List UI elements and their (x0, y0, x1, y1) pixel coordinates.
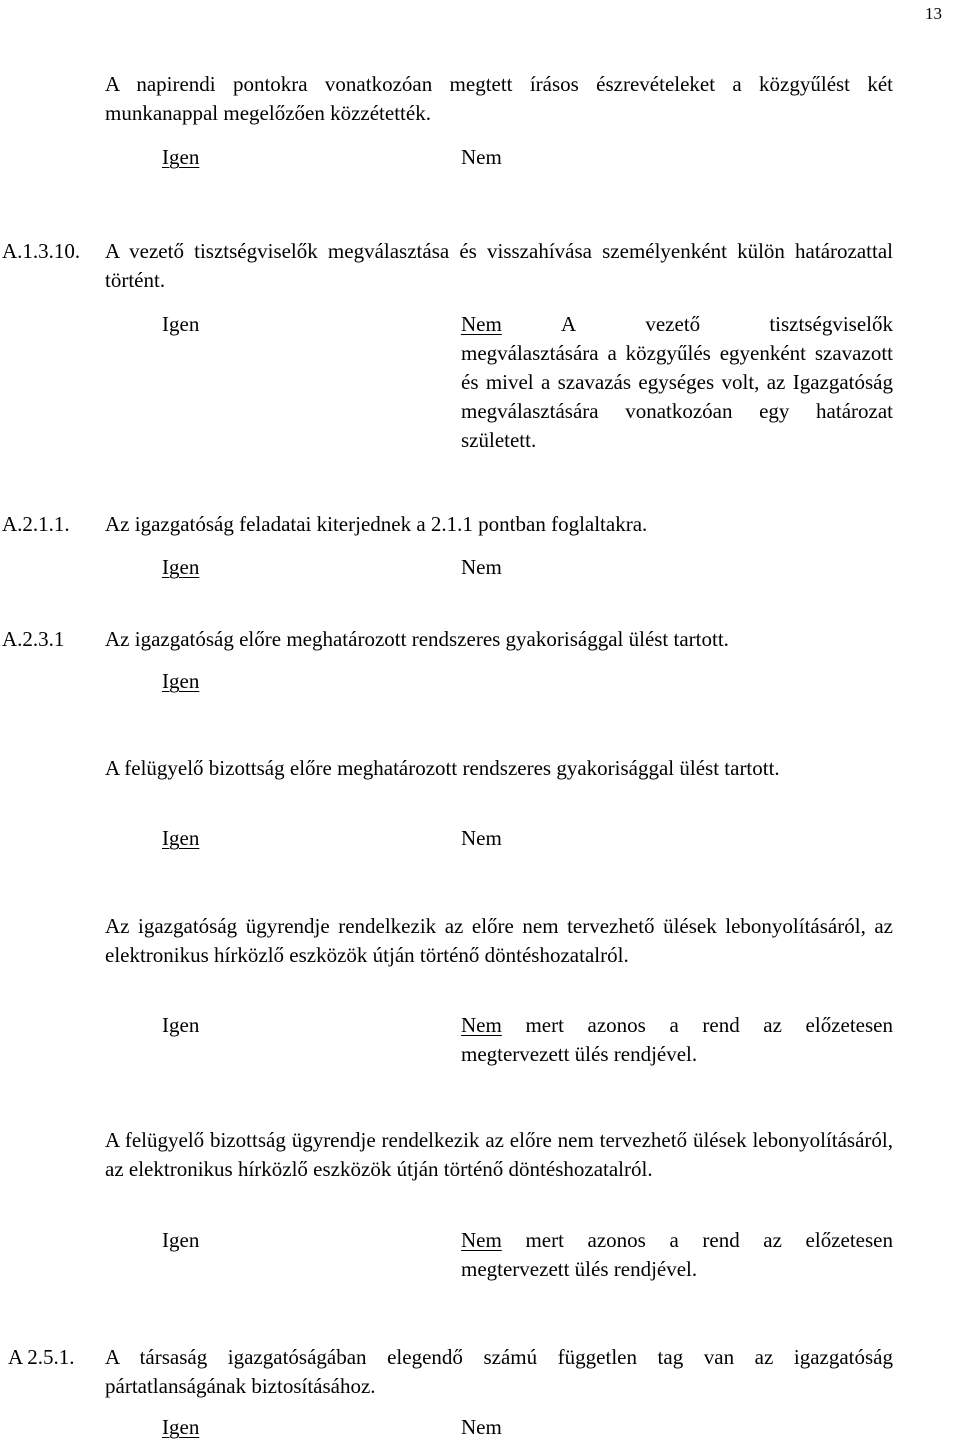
paragraph-text: A társaság igazgatóságában elegendő számú független tag van az igazgatóság pártatlanságának biztosításához. (105, 1345, 893, 1398)
section-code: A 2.5.1. (8, 1345, 75, 1369)
section-code: A.1.3.10. (2, 239, 81, 263)
answer-igen-selected: Igen (162, 145, 200, 169)
answer-nem: Nem (461, 555, 502, 579)
answer-igen: Igen (162, 1013, 200, 1037)
answer-nem: Nem (461, 1415, 502, 1439)
paragraph-text: Az igazgatóság előre meghatározott rendszeres gyakorisággal ülést tartott. (105, 627, 729, 651)
note-text: mert azonos a rend az előzetesen megtervezett ülés rendjével. (461, 1013, 893, 1066)
note-rest: megválasztására a közgyűlés egyenként szavazott és mivel a szavazás egységes volt, az Igazgatóság megválasztására vonatkozóan egy határozat született. (461, 341, 893, 452)
answer-igen-selected: Igen (162, 669, 200, 693)
answer-nem-selected: Nem (461, 1013, 502, 1037)
page-number: 13 (925, 4, 942, 23)
note-first-line (561, 310, 893, 339)
paragraph-text: A napirendi pontokra vonatkozóan megtett írásos észrevételeket a közgyűlést két munkanappal megelőzően közzétették. (105, 72, 893, 125)
answer-igen: Igen (162, 312, 200, 336)
answer-nem: Nem (461, 826, 502, 850)
note-word: tisztségviselők (769, 312, 893, 336)
section-code: A.2.1.1. (2, 512, 70, 536)
answer-nem-explanation (461, 1226, 893, 1284)
paragraph-text: A vezető tisztségviselők megválasztása és visszahívása személyenként külön határozattal történt. (105, 239, 893, 292)
note-word: A (561, 312, 577, 336)
paragraph-text: Az igazgatóság feladatai kiterjednek a 2.1.1 pontban foglaltakra. (105, 512, 648, 536)
paragraph-text: A felügyelő bizottság ügyrendje rendelkezik az előre nem tervezhető ülések lebonyolításáról, az elektronikus hírközlő eszközök útján történő döntéshozatalról. (105, 1128, 893, 1181)
answer-igen-selected: Igen (162, 555, 200, 579)
answer-nem: Nem (461, 145, 502, 169)
answer-nem-selected: Nem (461, 312, 502, 336)
answer-igen: Igen (162, 1228, 200, 1252)
paragraph-text: Az igazgatóság ügyrendje rendelkezik az előre nem tervezhető ülések lebonyolításáról, az elektronikus hírközlő eszközök útján történő döntéshozatalról. (105, 914, 893, 967)
note-word: vezető (645, 312, 701, 336)
answer-igen-selected: Igen (162, 826, 200, 850)
answer-nem-selected: Nem (461, 1228, 502, 1252)
answer-igen-selected: Igen (162, 1415, 200, 1439)
section-code: A.2.3.1 (2, 627, 65, 651)
answer-nem-explanation (461, 1011, 893, 1069)
paragraph-text: A felügyelő bizottság előre meghatározott rendszeres gyakorisággal ülést tartott. (105, 756, 780, 780)
answer-nem-explanation (461, 310, 893, 455)
note-text: mert azonos a rend az előzetesen megtervezett ülés rendjével. (461, 1228, 893, 1281)
